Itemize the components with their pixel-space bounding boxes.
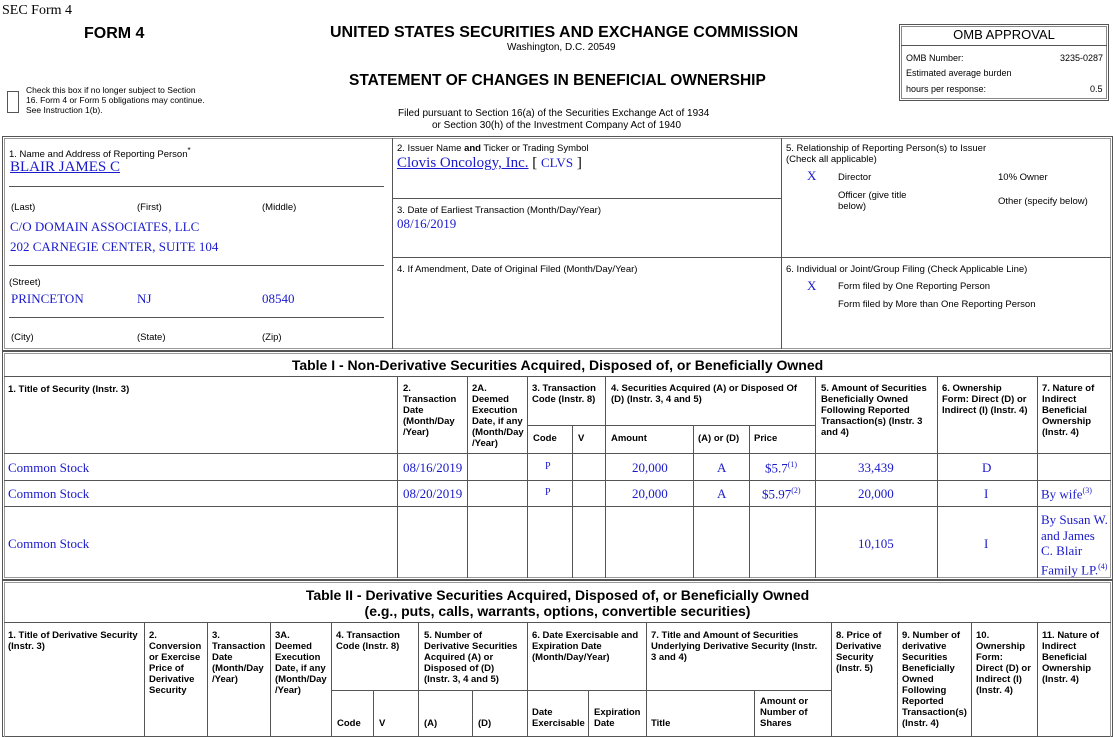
t2-h2: 2. Conversion or Exercise Price of Derivative Security: [149, 630, 202, 696]
t2-h9: 9. Number of derivative Securities Beneficially Owned Following Reported Transaction(s) (Instr. 4): [902, 630, 967, 729]
t1-r3-form: I: [984, 536, 989, 551]
last-label: (Last): [11, 202, 36, 213]
t1-h1: 1. Title of Security (Instr. 3): [8, 384, 130, 395]
t1-h6: 6. Ownership Form: Direct (D) or Indirect (I) (Instr. 4): [942, 383, 1028, 416]
t1-r2-owned: 20,000: [858, 486, 894, 501]
commission-title: UNITED STATES SECURITIES AND EXCHANGE COMMISSION: [330, 24, 799, 41]
ticker-symbol: CLVS: [541, 155, 574, 170]
omb-number: 3235-0287: [1060, 53, 1104, 63]
t2-h7: 7. Title and Amount of Securities Underlying Derivative Security (Instr. 3 and 4): [651, 630, 818, 663]
t1-r1-form: D: [982, 460, 992, 475]
filed-line-1: Filed pursuant to Section 16(a) of the Securities Exchange Act of 1934: [398, 108, 710, 119]
t2-sub-date-ex: Date Exercisable: [532, 707, 585, 729]
t1-sub-code: Code: [533, 433, 557, 444]
t1-h2: 2. Transaction Date (Month/Day /Year): [403, 383, 457, 438]
omb-number-label: OMB Number:: [906, 53, 964, 63]
middle-label: (Middle): [262, 202, 297, 213]
t1-r1-code: P: [545, 461, 551, 472]
t1-r2-aord: A: [717, 486, 727, 501]
statement-title: STATEMENT OF CHANGES IN BENEFICIAL OWNERSHIP: [349, 72, 766, 89]
state-value: NJ: [137, 291, 152, 306]
earliest-transaction-date: 08/16/2019: [397, 216, 457, 231]
t2-h3a: 3A. Deemed Execution Date, if any (Month/Day /Year): [275, 630, 327, 696]
t1-r2-nature: By wife$^{(3)}$: [1041, 486, 1092, 502]
t2-sub-v: V: [379, 718, 386, 729]
t1-r2-form: I: [984, 486, 989, 501]
t1-r2-date: 08/20/2019: [403, 486, 463, 501]
first-label: (First): [137, 202, 162, 213]
t2-h11: 11. Nature of Indirect Beneficial Ownership (Instr. 4): [1042, 630, 1100, 685]
address-line-1: C/O DOMAIN ASSOCIATES, LLC: [10, 219, 200, 234]
t1-r1-owned: 33,439: [858, 460, 894, 475]
zip-value: 08540: [262, 291, 295, 306]
t2-h10: 10. Ownership Form: Direct (D) or Indirect (I) (Instr. 4): [976, 630, 1031, 696]
t2-sub-title: Title: [651, 718, 671, 729]
t1-h3: 3. Transaction Code (Instr. 8): [532, 383, 596, 405]
table-2-subtitle: (e.g., puts, calls, warrants, options, convertible securities): [364, 603, 751, 619]
t2-h3: 3. Transaction Date (Month/Day /Year): [212, 630, 266, 685]
city-label: (City): [11, 332, 34, 343]
officer-label: Officer (give title below): [838, 190, 907, 212]
filing-one-x: X: [807, 278, 817, 293]
t1-r1-amount: 20,000: [632, 460, 668, 475]
earliest-transaction-label: 3. Date of Earliest Transaction (Month/Day/Year): [397, 205, 601, 216]
checkbox-instructions: Check this box if no longer subject to Section 16. Form 4 or Form 5 obligations may continue. See Instruction 1(b).: [26, 85, 205, 115]
t1-r2-amount: 20,000: [632, 486, 668, 501]
t2-sub-a: (A): [424, 718, 438, 729]
location: Washington, D.C. 20549: [507, 42, 616, 53]
reporting-person-label: 1. Name and Address of Reporting Person*: [9, 146, 191, 161]
table-1-title: Table I - Non-Derivative Securities Acquired, Disposed of, or Beneficially Owned: [291, 357, 824, 373]
filing-more-label: Form filed by More than One Reporting Person: [838, 299, 1036, 310]
address-line-2: 202 CARNEGIE CENTER, SUITE 104: [10, 239, 219, 254]
relationship-label: 5. Relationship of Reporting Person(s) to Issuer (Check all applicable): [786, 143, 987, 165]
t1-r3-owned: 10,105: [858, 536, 894, 551]
t2-sub-exp: Expiration Date: [594, 707, 641, 729]
t2-sub-code: Code: [337, 718, 361, 729]
t1-r3-title: Common Stock: [8, 536, 90, 551]
omb-burden-label: Estimated average burden: [906, 68, 1012, 78]
issuer-name-link[interactable]: Clovis Oncology, Inc.: [397, 155, 529, 171]
t2-sub-d: (D): [478, 718, 492, 729]
state-label: (State): [137, 332, 166, 343]
ten-percent-owner-label: 10% Owner: [998, 172, 1048, 183]
filing-one-label: Form filed by One Reporting Person: [838, 281, 991, 292]
issuer-line: Clovis Oncology, Inc. [ CLVS ]: [397, 155, 582, 171]
table-2-title: Table II - Derivative Securities Acquired, Disposed of, or Beneficially Owned: [305, 587, 810, 603]
t2-h4: 4. Transaction Code (Instr. 8): [336, 630, 400, 652]
t2-h6: 6. Date Exercisable and Expiration Date (Month/Day/Year): [532, 630, 639, 663]
t1-r1-title: Common Stock: [8, 460, 90, 475]
t1-r3-nature: By Susan W. and James C. Blair Family LP.$^{(4)}$: [1041, 512, 1108, 577]
no-longer-subject-checkbox[interactable]: [7, 91, 19, 113]
omb-hours: 0.5: [1090, 84, 1103, 94]
t1-h4: 4. Securities Acquired (A) or Disposed Of (D) (Instr. 3, 4 and 5): [611, 383, 797, 405]
t2-sub-amount: Amount or Number of Shares: [760, 696, 809, 729]
city-value: PRINCETON: [11, 291, 84, 306]
t1-r1-aord: A: [717, 460, 727, 475]
director-x: X: [807, 168, 817, 183]
t1-h5: 5. Amount of Securities Beneficially Owned Following Reported Transaction(s) (Instr. 3 and 4): [821, 383, 927, 438]
other-label: Other (specify below): [998, 196, 1088, 207]
t1-r2-code: P: [545, 487, 551, 498]
omb-title: OMB APPROVAL: [953, 27, 1055, 42]
sec-form-label: SEC Form 4: [2, 3, 73, 18]
t2-h5: 5. Number of Derivative Securities Acquired (A) or Disposed of (D) (Instr. 3, 4 and 5): [424, 630, 518, 685]
t1-sub-price: Price: [754, 433, 778, 444]
issuer-label: 2. Issuer Name and Ticker or Trading Symbol: [397, 143, 589, 154]
director-label: Director: [838, 172, 872, 183]
t2-h1: 1. Title of Derivative Security (Instr. 3): [8, 630, 138, 652]
zip-label: (Zip): [262, 332, 282, 343]
t1-h2a: 2A. Deemed Execution Date, if any (Month/Day /Year): [472, 383, 524, 449]
filed-line-2: or Section 30(h) of the Investment Company Act of 1940: [432, 120, 682, 131]
omb-hours-label: hours per response:: [906, 84, 987, 94]
t1-r2-title: Common Stock: [8, 486, 90, 501]
amendment-label: 4. If Amendment, Date of Original Filed (Month/Day/Year): [397, 264, 638, 275]
street-label: (Street): [9, 277, 41, 288]
t1-r2-price: $5.97$^{(2)}$: [762, 486, 801, 502]
reporting-person-name-link[interactable]: BLAIR JAMES C: [10, 159, 121, 175]
t1-r1-price: $5.7$^{(1)}$: [765, 460, 798, 476]
t1-sub-amount: Amount: [611, 433, 647, 444]
filing-label: 6. Individual or Joint/Group Filing (Check Applicable Line): [786, 264, 1028, 275]
t1-sub-aord: (A) or (D): [698, 433, 740, 444]
t1-h7: 7. Nature of Indirect Beneficial Ownership (Instr. 4): [1042, 383, 1095, 438]
form-label: FORM 4: [84, 25, 145, 42]
t1-r1-date: 08/16/2019: [403, 460, 463, 475]
t2-h8: 8. Price of Derivative Security (Instr. 5): [836, 630, 882, 674]
t1-sub-v: V: [578, 433, 585, 444]
